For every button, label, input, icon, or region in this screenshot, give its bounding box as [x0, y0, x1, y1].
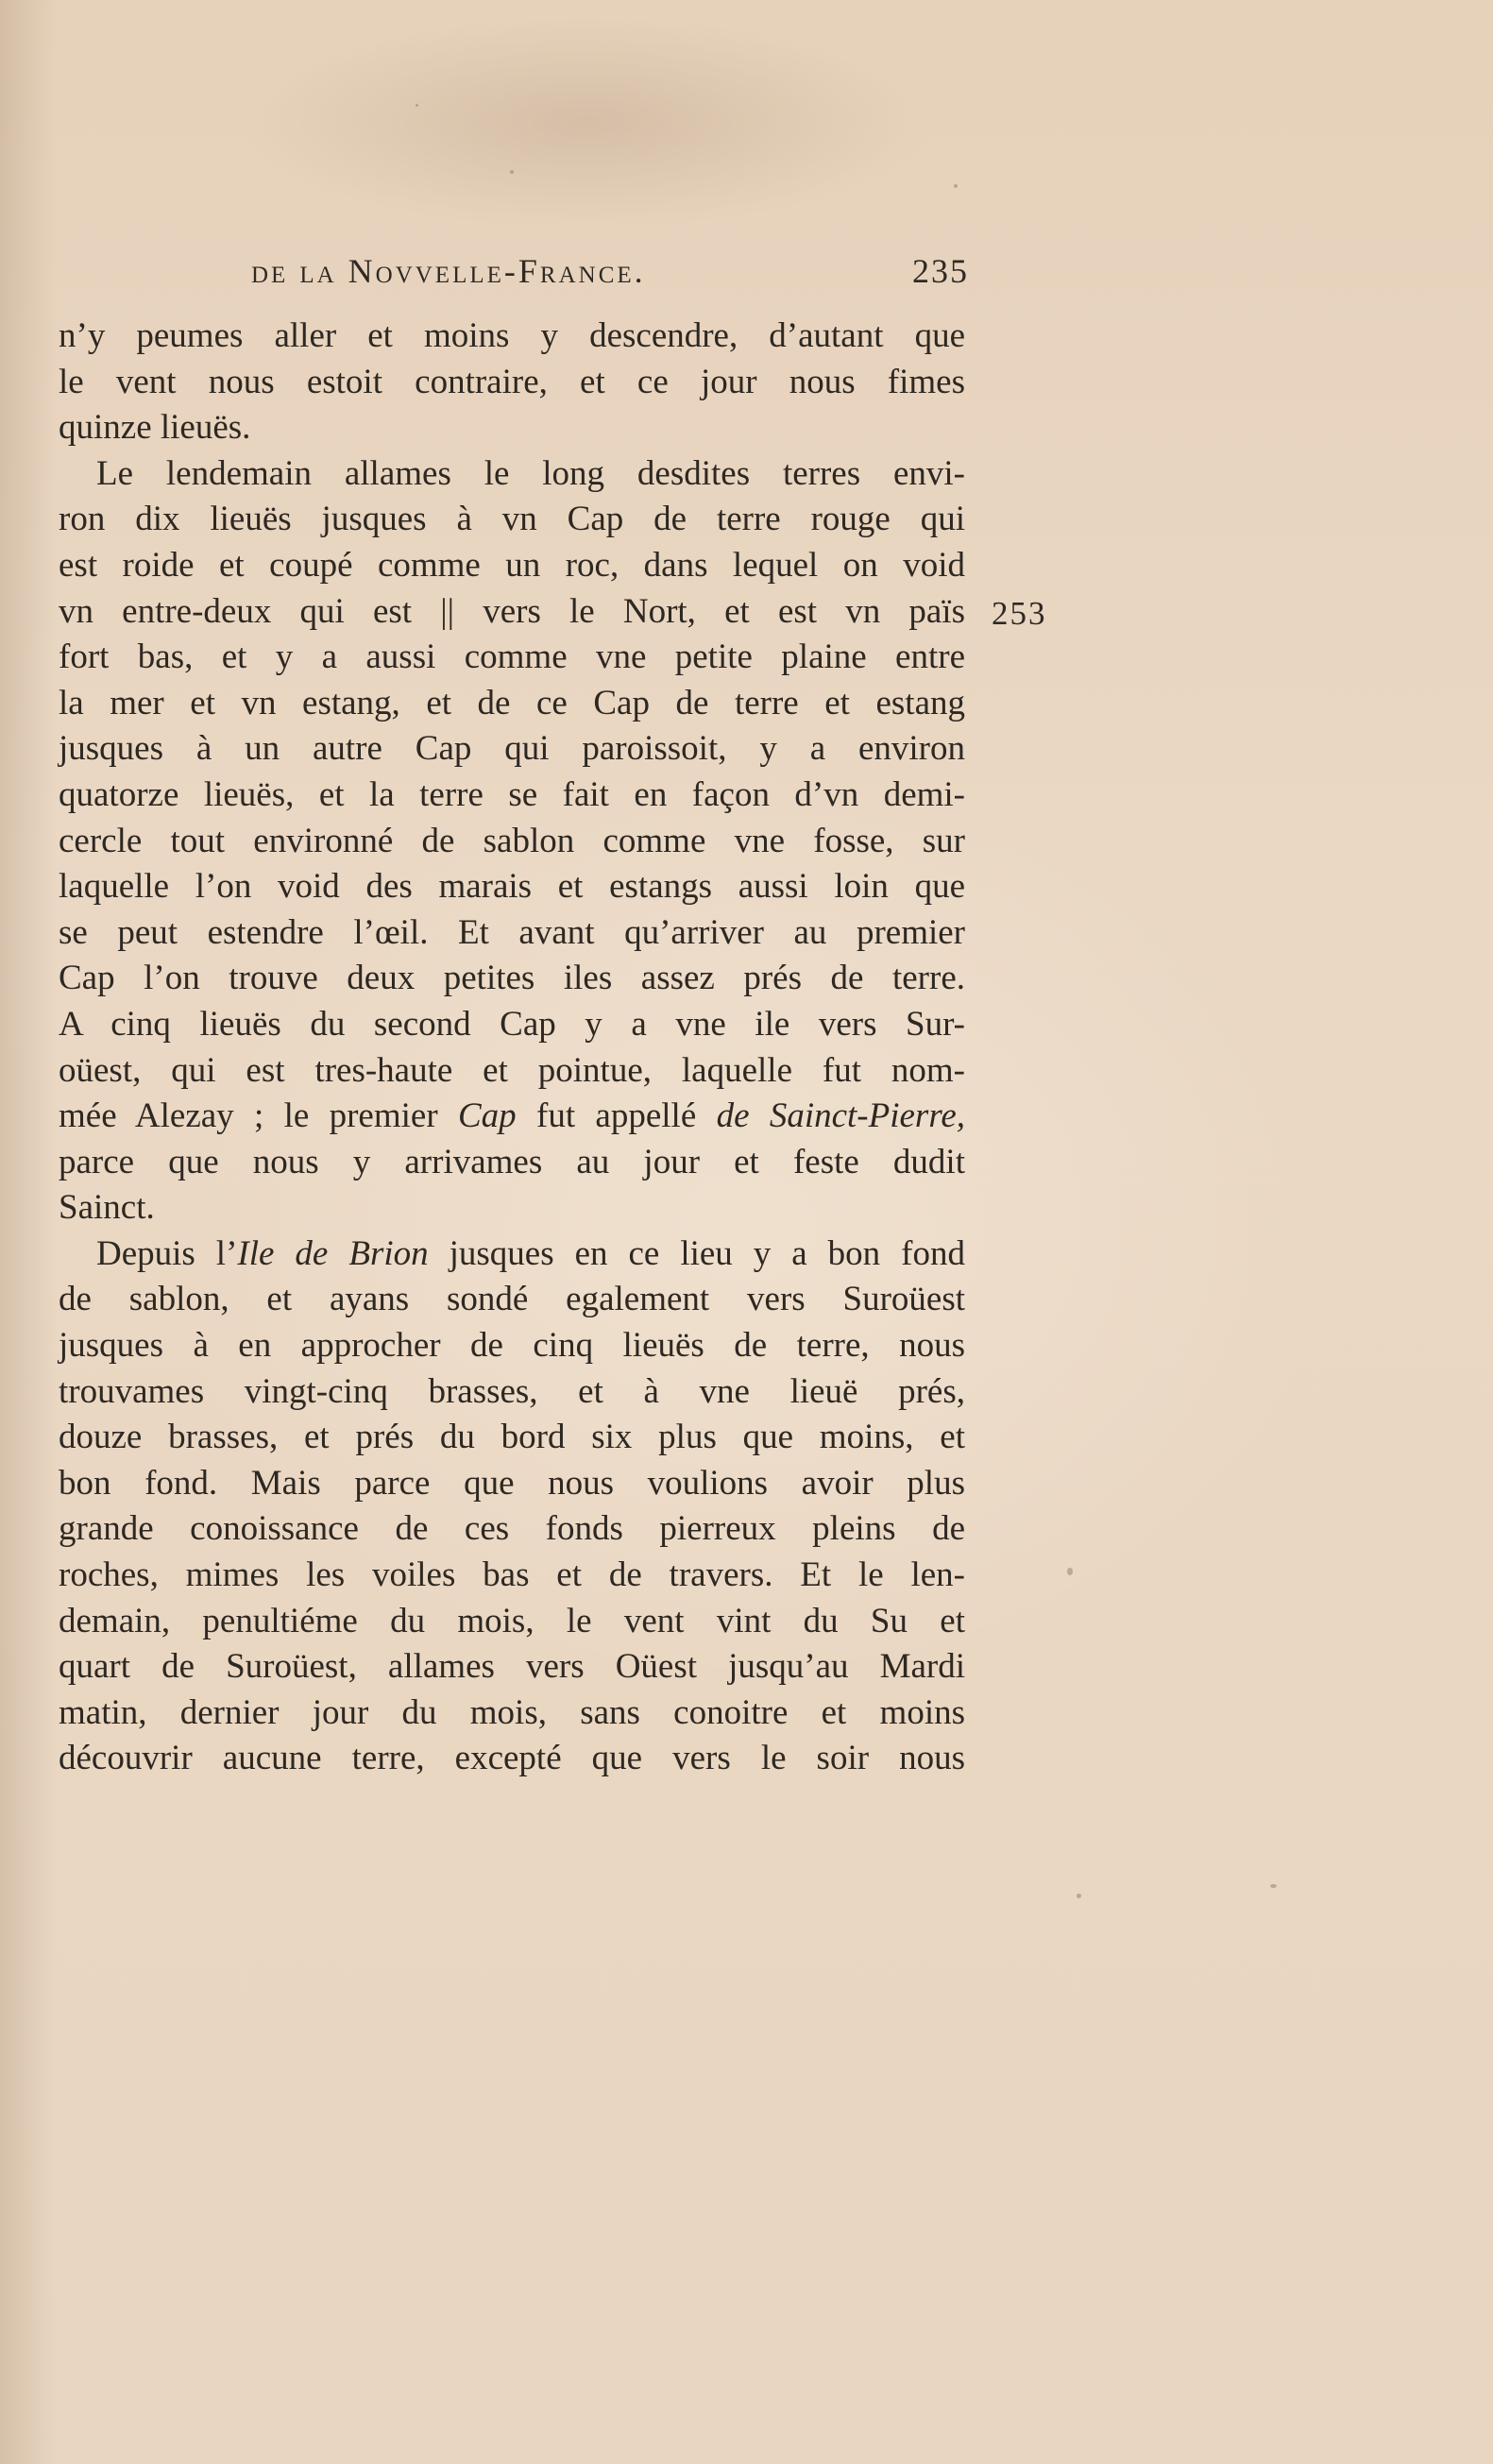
paper-speck: [510, 170, 514, 174]
text-line: est roide et coupé comme un roc, dans lequel on void: [59, 545, 965, 585]
text-line: parce que nous y arrivames au jour et feste dudit: [59, 1142, 965, 1181]
margin-page-reference: 253: [992, 595, 1047, 632]
text-line: Cap l’on trouve deux petites iles assez prés de terre.: [59, 959, 965, 998]
text-segment: fut appellé: [536, 1096, 697, 1136]
italic-segment: Ile de Brion: [237, 1233, 429, 1273]
paper-speck: [1270, 1884, 1277, 1888]
text-line: quart de Suroüest, allames vers Oüest jusqu’au Mardi: [59, 1647, 965, 1687]
text-line: matin, dernier jour du mois, sans conoitre et moins: [59, 1692, 965, 1732]
paper-speck: [1067, 1568, 1073, 1575]
italic-segment: de Sainct-Pierre,: [716, 1096, 966, 1136]
text-line: laquelle l’on void des marais et estangs aussi loin que: [59, 867, 965, 907]
text-segment: Depuis l’: [96, 1233, 238, 1273]
running-title: de la Novvelle-France.: [251, 252, 646, 290]
text-line: roches, mimes les voiles bas et de travers. Et le len-: [59, 1555, 965, 1595]
text-segment: jusques en ce lieu y a bon fond: [449, 1233, 965, 1273]
text-line: ron dix lieuës jusques à vn Cap de terre rouge qui: [59, 500, 965, 539]
paper-speck: [1077, 1894, 1081, 1898]
text-line: fort bas, et y a aussi comme vne petite plaine entre: [59, 637, 965, 677]
running-head: [251, 251, 969, 289]
text-line: vn entre-deux qui est || vers le Nort, et est vn païs: [59, 591, 965, 631]
text-line: A cinq lieuës du second Cap y a vne ile vers Sur-: [59, 1004, 965, 1044]
text-line: demain, penultiéme du mois, le vent vint du Su et: [59, 1601, 965, 1640]
text-line: cercle tout environné de sablon comme vne fosse, sur: [59, 821, 965, 860]
text-line: se peut estendre l’œil. Et avant qu’arriver au premier: [59, 912, 965, 952]
text-line-mixed: [59, 1232, 965, 1278]
text-line: quatorze lieuës, et la terre se fait en façon d’vn demi-: [59, 774, 965, 814]
text-line: trouvames vingt-cinq brasses, et à vne lieuë prés,: [59, 1371, 965, 1411]
paper-speck: [954, 184, 958, 188]
text-line: découvrir aucune terre, excepté que vers le soir nous: [59, 1739, 965, 1778]
text-line-mixed: [59, 1094, 965, 1140]
text-line: douze brasses, et prés du bord six plus que moins, et: [59, 1418, 965, 1457]
text-line: oüest, qui est tres-haute et pointue, laquelle fut nom-: [59, 1050, 965, 1090]
text-line: quinze lieuës.: [59, 408, 251, 448]
text-line: jusques à un autre Cap qui paroissoit, y a environ: [59, 729, 965, 769]
text-line: grande conoissance de ces fonds pierreux pleins de: [59, 1509, 965, 1549]
text-line: la mer et vn estang, et de ce Cap de terre et estang: [59, 683, 965, 722]
text-segment: mée Alezay ; le premier: [59, 1096, 438, 1136]
text-line: le vent nous estoit contraire, et ce jour nous fimes: [59, 362, 965, 401]
italic-segment: Cap: [457, 1096, 517, 1136]
text-line: Sainct.: [59, 1188, 155, 1228]
page-number: 235: [912, 252, 969, 290]
text-line: n’y peumes aller et moins y descendre, d’autant que: [59, 316, 965, 355]
text-line: Le lendemain allames le long desdites terres envi-: [96, 453, 965, 493]
text-line: bon fond. Mais parce que nous voulions avoir plus: [59, 1463, 965, 1503]
text-line: jusques à en approcher de cinq lieuës de terre, nous: [59, 1326, 965, 1366]
text-line: de sablon, et ayans sondé egalement vers Suroüest: [59, 1280, 965, 1319]
paper-speck: [416, 104, 418, 107]
body-text: [59, 314, 965, 1782]
